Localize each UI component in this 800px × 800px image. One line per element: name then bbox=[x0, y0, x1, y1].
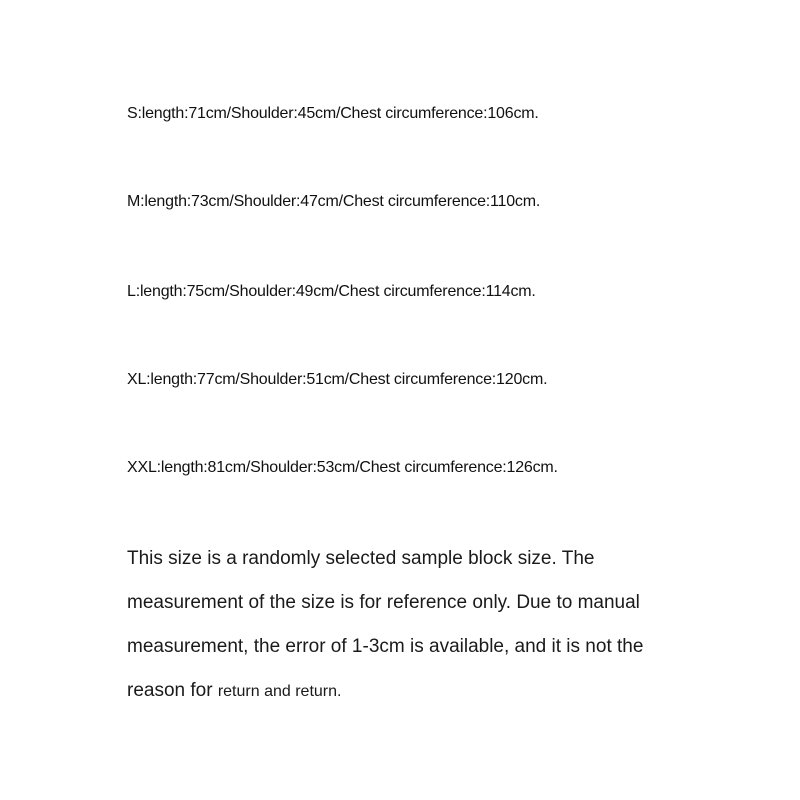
disclaimer-line-1: This size is a randomly selected sample block size. The bbox=[127, 548, 595, 569]
measurement-disclaimer bbox=[127, 545, 767, 721]
disclaimer-line-4-start: reason for bbox=[127, 680, 218, 701]
disclaimer-line-2: measurement of the size is for reference only. Due to manual bbox=[127, 592, 640, 613]
disclaimer-line-4 bbox=[127, 677, 767, 721]
size-m-measurements: M:length:73cm/Shoulder:47cm/Chest circumference:110cm. bbox=[127, 193, 541, 210]
size-s-measurements: S:length:71cm/Shoulder:45cm/Chest circumference:106cm. bbox=[127, 105, 539, 122]
disclaimer-line-4-end: return and return. bbox=[217, 683, 342, 700]
size-xl-measurements: XL:length:77cm/Shoulder:51cm/Chest circumference:120cm. bbox=[127, 371, 548, 388]
disclaimer-line-3: measurement, the error of 1-3cm is available, and it is not the bbox=[127, 636, 644, 657]
size-xxl-measurements: XXL:length:81cm/Shoulder:53cm/Chest circumference:126cm. bbox=[127, 459, 558, 476]
size-l-measurements: L:length:75cm/Shoulder:49cm/Chest circumference:114cm. bbox=[127, 283, 536, 300]
